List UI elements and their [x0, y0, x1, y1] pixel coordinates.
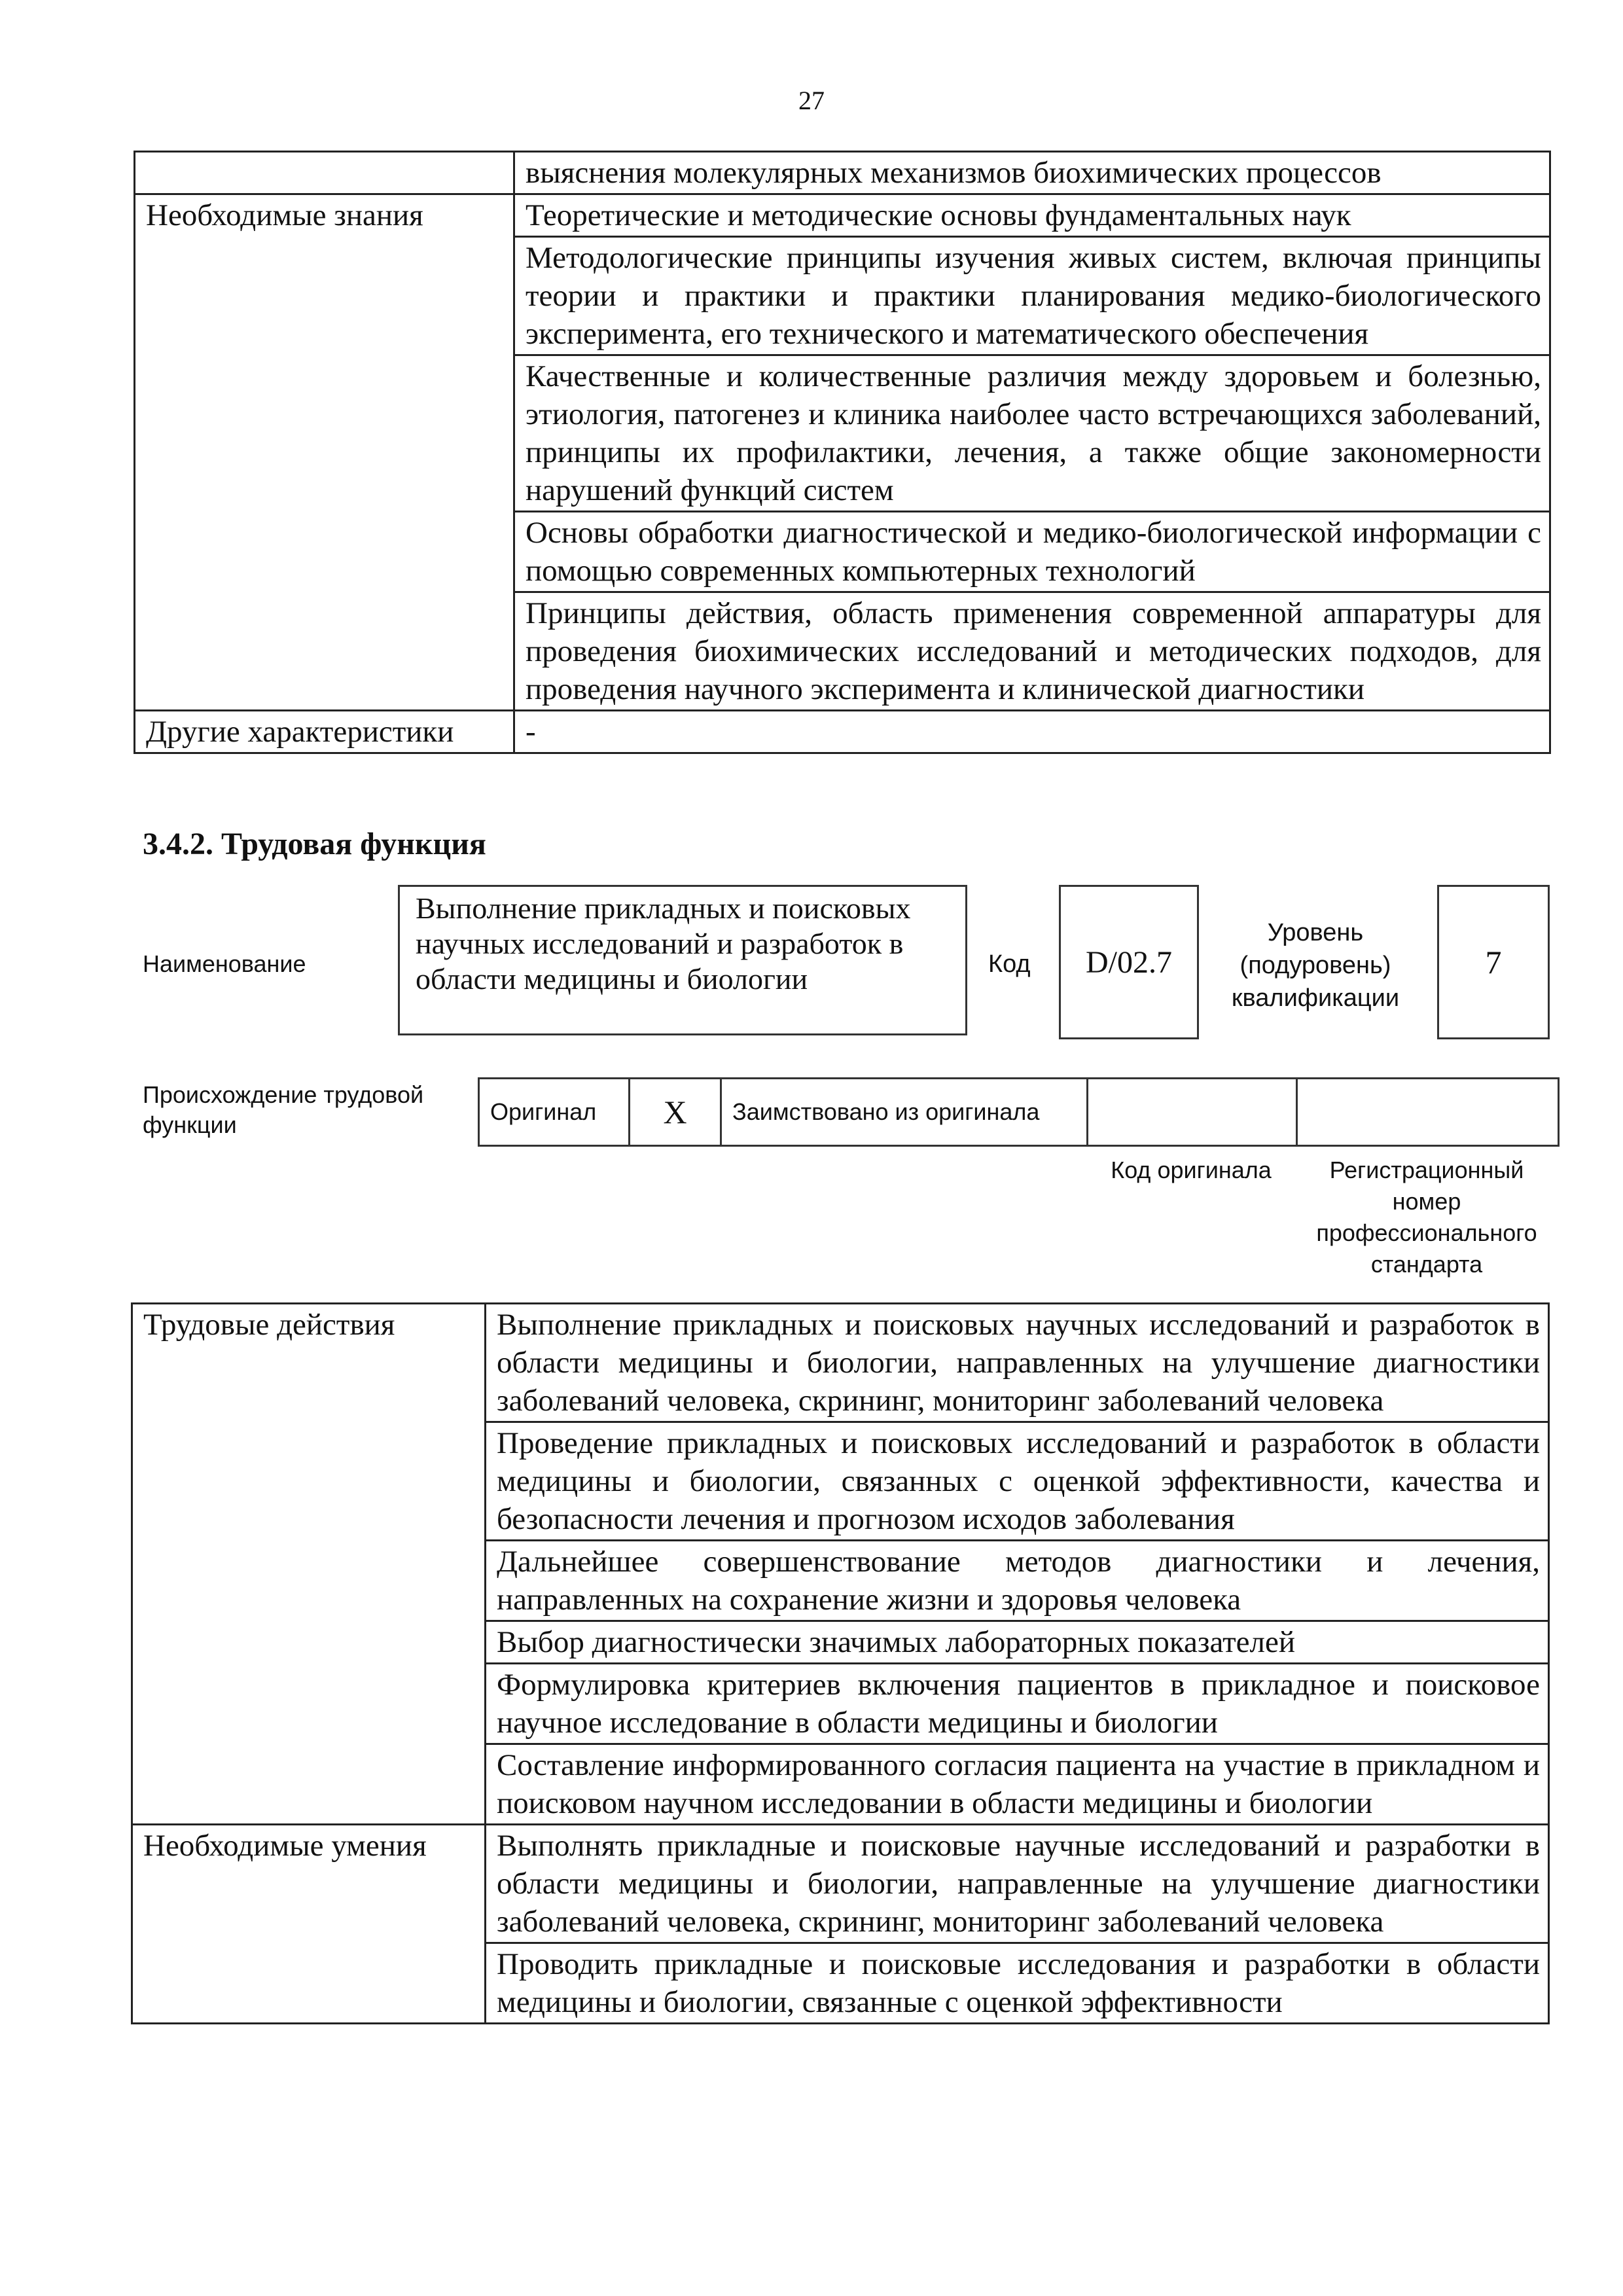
actions-table: [131, 1302, 1550, 2024]
row-item: Формулировка критериев включения пациентов в прикладное и поисковое научное исследование в области медицины и биологии: [486, 1664, 1549, 1744]
row-item: выяснения молекулярных механизмов биохимических процессов: [514, 152, 1550, 194]
table-row: [135, 152, 1550, 194]
table-row: [135, 711, 1550, 753]
row-item: Методологические принципы изучения живых систем, включая принципы теории и практики и практики планирования медико-биологического эксперимента, его технического и математического обеспечения: [514, 237, 1550, 355]
code-value: D/02.7: [1059, 885, 1199, 1039]
row-item: Составление информированного согласия пациента на участие в прикладном и поисковом научном исследовании в области медицины и биологии: [486, 1744, 1549, 1825]
origin-mark: X: [630, 1079, 721, 1146]
level-value: 7: [1437, 885, 1550, 1039]
level-label: Уровень (подуровень) квалификации: [1231, 919, 1400, 1012]
origin-code-label: Код оригинала: [1111, 1157, 1272, 1183]
row-item: Теоретические и методические основы фундаментальных наук: [514, 194, 1550, 237]
origin-borrowed-cell: Заимствовано из оригинала: [721, 1079, 1088, 1146]
row-item: Проводить прикладные и поисковые исследования и разработки в области медицины и биологии, связанные с оценкой эффективности: [486, 1943, 1549, 2024]
row-item: Качественные и количественные различия между здоровьем и болезнью, этиология, патогенез и клиника наиболее часто встречающихся заболеваний, принципы их профилактики, лечения, а также общие закономерности нарушений функций систем: [514, 355, 1550, 512]
row-label: Необходимые знания: [135, 194, 514, 711]
origin-label: Происхождение трудовой функции: [143, 1081, 424, 1138]
code-label: Код: [988, 950, 1031, 978]
knowledge-table: [134, 151, 1551, 754]
row-label: Необходимые умения: [132, 1825, 486, 2024]
row-item: Выбор диагностически значимых лабораторных показателей: [486, 1621, 1549, 1664]
origin-code-cell: [1088, 1079, 1297, 1146]
origin-original-cell: Оригинал: [479, 1079, 630, 1146]
table-row: [135, 194, 1550, 237]
section-heading: 3.4.2. Трудовая функция: [143, 827, 486, 861]
row-item: Выполнять прикладные и поисковые научные исследований и разработки в области медицины и биологии, направленные на улучшение диагностики заболеваний человека, скрининг, мониторинг заболеваний человека: [486, 1825, 1549, 1943]
function-name-value: Выполнение прикладных и поисковых научных исследований и разработок в области медицины и биологии: [398, 885, 967, 1035]
table-row: [132, 1825, 1549, 1943]
row-item: Основы обработки диагностической и медико-биологической информации с помощью современных компьютерных технологий: [514, 512, 1550, 592]
row-item: Выполнение прикладных и поисковых научных исследований и разработок в области медицины и биологии, направленных на улучшение диагностики заболеваний человека, скрининг, мониторинг заболеваний человека: [486, 1304, 1549, 1422]
row-item: -: [514, 711, 1550, 753]
origin-reg-label: Регистрационный номер профессионального стандарта: [1316, 1157, 1537, 1278]
row-item: Принципы действия, область применения современной аппаратуры для проведения биохимических исследований и методических подходов, для проведения научного эксперимента и клинической диагностики: [514, 592, 1550, 711]
row-label: [135, 152, 514, 194]
row-item: Дальнейшее совершенствование методов диагностики и лечения, направленных на сохранение жизни и здоровья человека: [486, 1541, 1549, 1621]
row-item: Проведение прикладных и поисковых исследований и разработок в области медицины и биологии, связанных с оценкой эффективности, качества и безопасности лечения и прогнозом исходов заболевания: [486, 1422, 1549, 1541]
page-number: 27: [798, 86, 825, 115]
table-row: [132, 1304, 1549, 1422]
row-label: Другие характеристики: [135, 711, 514, 753]
origin-table: [478, 1077, 1560, 1147]
origin-reg-cell: [1297, 1079, 1559, 1146]
row-label: Трудовые действия: [132, 1304, 486, 1825]
name-label: Наименование: [143, 950, 306, 977]
